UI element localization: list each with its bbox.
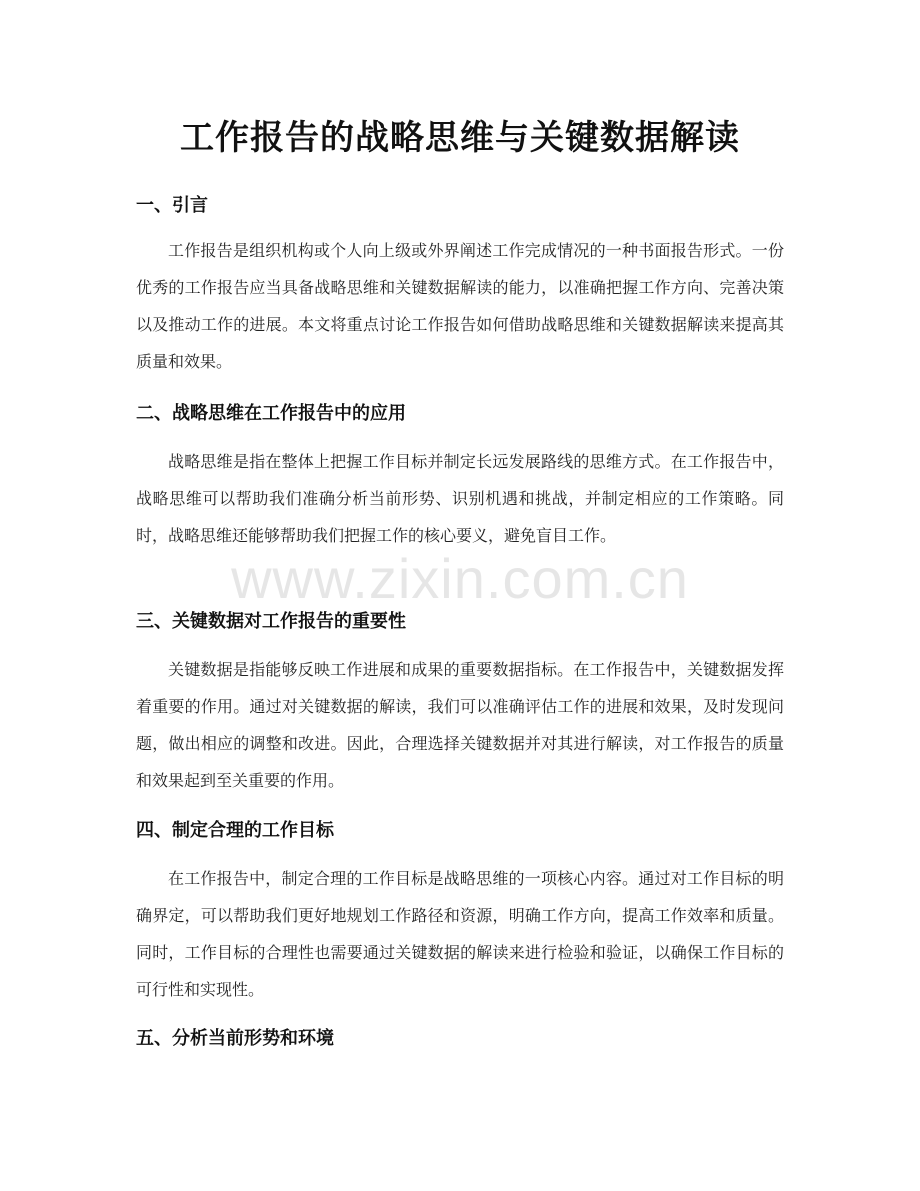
watermark-text: www.zixin.com.cn — [231, 547, 689, 610]
section-paragraph-work-goals: 在工作报告中，制定合理的工作目标是战略思维的一项核心内容。通过对工作目标的明确界定，可以帮助我们更好地规划工作路径和资源，明确工作方向，提高工作效率和质量。同时，工作目标的合理性也需要通过关键数据的解读来进行检验和验证，以确保工作目标的可行性和实现性。 — [136, 869, 784, 999]
section-paragraph-key-data: 关键数据是指能够反映工作进展和成果的重要数据指标。在工作报告中，关键数据发挥着重要的作用。通过对关键数据的解读，我们可以准确评估工作的进展和效果，及时发现问题，做出相应的调整和改进。因此，合理选择关键数据并对其进行解读，对工作报告的质量和效果起到至关重要的作用。 — [136, 660, 784, 790]
document-title: 工作报告的战略思维与关键数据解读 — [180, 118, 740, 158]
section-heading-work-goals: 四、制定合理的工作目标 — [136, 820, 334, 841]
section-heading-strategic-thinking: 二、战略思维在工作报告中的应用 — [136, 403, 406, 424]
section-paragraph-strategic-thinking: 战略思维是指在整体上把握工作目标并制定长远发展路线的思维方式。在工作报告中，战略思维可以帮助我们准确分析当前形势、识别机遇和挑战，并制定相应的工作策略。同时，战略思维还能够帮助我们把握工作的核心要义，避免盲目工作。 — [136, 452, 784, 545]
section-heading-introduction: 一、引言 — [136, 195, 208, 216]
section-heading-key-data: 三、关键数据对工作报告的重要性 — [136, 611, 406, 632]
section-paragraph-introduction: 工作报告是组织机构或个人向上级或外界阐述工作完成情况的一种书面报告形式。一份优秀的工作报告应当具备战略思维和关键数据解读的能力，以准确把握工作方向、完善决策以及推动工作的进展。本文将重点讨论工作报告如何借助战略思维和关键数据解读来提高其质量和效果。 — [136, 241, 784, 371]
section-heading-current-situation: 五、分析当前形势和环境 — [136, 1028, 334, 1049]
